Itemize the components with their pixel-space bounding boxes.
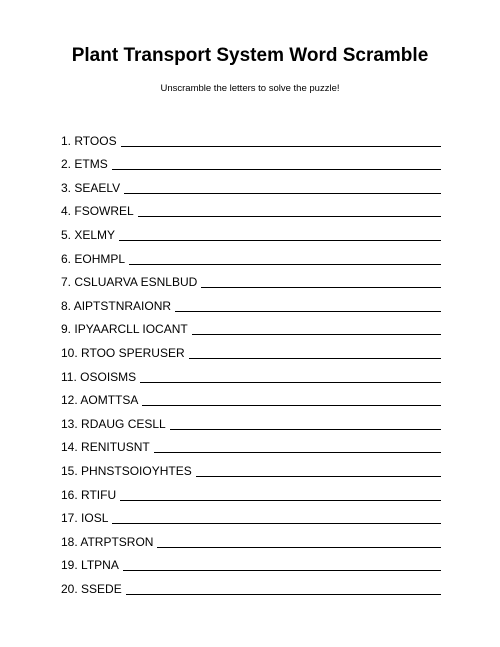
answer-line: [192, 322, 441, 335]
scrambled-word: XELMY: [74, 227, 116, 242]
answer-line: [120, 488, 441, 501]
scrambled-word: RENITUSNT: [81, 440, 150, 455]
answer-line: [175, 299, 441, 312]
scrambled-word: AOMTTSA: [80, 393, 139, 408]
answer-line: [124, 181, 441, 194]
item-number: 17.: [61, 511, 78, 526]
puzzle-item-4: [61, 195, 441, 219]
answer-line: [121, 134, 441, 147]
item-number: 16.: [61, 487, 78, 502]
puzzle-item-3: [61, 171, 441, 195]
answer-line: [126, 582, 441, 595]
puzzle-item-15: [61, 454, 441, 478]
instructions-text: Unscramble the letters to solve the puzzle!: [160, 83, 340, 94]
item-number: 10.: [61, 345, 78, 360]
scrambled-word: RDAUG CESLL: [81, 416, 166, 431]
puzzle-item-14: [61, 431, 441, 455]
answer-line: [123, 558, 441, 571]
puzzle-item-6: [61, 242, 441, 266]
scrambled-word: SEAELV: [74, 180, 121, 195]
scrambled-word: SSEDE: [81, 581, 122, 596]
item-number: 2.: [61, 157, 72, 172]
item-number: 9.: [61, 322, 72, 337]
item-number: 5.: [61, 227, 72, 242]
item-number: 13.: [61, 416, 78, 431]
puzzle-item-1: [61, 124, 441, 148]
item-number: 19.: [61, 558, 78, 573]
scrambled-word: ETMS: [74, 157, 108, 172]
puzzle-item-10: [61, 336, 441, 360]
puzzle-item-5: [61, 218, 441, 242]
item-number: 14.: [61, 440, 78, 455]
item-number: 15.: [61, 463, 78, 478]
item-number: 3.: [61, 180, 72, 195]
scrambled-word: RTOO SPERUSER: [81, 345, 185, 360]
puzzle-item-2: [61, 148, 441, 172]
puzzle-item-11: [61, 360, 441, 384]
scrambled-word: IPYAARCLL IOCANT: [74, 322, 188, 337]
answer-line: [170, 417, 441, 430]
answer-line: [154, 440, 441, 453]
item-number: 8.: [61, 298, 72, 313]
item-number: 4.: [61, 204, 72, 219]
answer-line: [112, 157, 441, 170]
scrambled-word: ATRPTSRON: [80, 534, 154, 549]
puzzle-item-12: [61, 384, 441, 408]
scrambled-word: OSOISMS: [80, 369, 137, 384]
page-title: Plant Transport System Word Scramble: [71, 45, 429, 66]
puzzle-item-13: [61, 407, 441, 431]
answer-line: [189, 346, 441, 359]
item-number: 1.: [61, 133, 72, 148]
answer-line: [119, 228, 441, 241]
item-number: 7.: [61, 275, 72, 290]
scrambled-word: PHNSTSOIOYHTES: [81, 463, 192, 478]
answer-line: [112, 511, 441, 524]
puzzle-item-17: [61, 502, 441, 526]
answer-line: [129, 252, 441, 265]
item-number: 18.: [61, 534, 78, 549]
puzzle-item-9: [61, 313, 441, 337]
scrambled-word: EOHMPL: [74, 251, 126, 266]
item-number: 12.: [61, 393, 78, 408]
answer-line: [196, 464, 441, 477]
item-number: 11.: [61, 369, 77, 384]
scrambled-word: RTIFU: [81, 487, 117, 502]
puzzle-item-7: [61, 266, 441, 290]
puzzle-item-16: [61, 478, 441, 502]
puzzle-item-18: [61, 525, 441, 549]
scrambled-word: LTPNA: [81, 558, 119, 573]
answer-line: [138, 204, 441, 217]
answer-line: [201, 275, 441, 288]
answer-line: [140, 370, 441, 383]
answer-line: [142, 393, 441, 406]
item-number: 20.: [61, 581, 78, 596]
scrambled-word: CSLUARVA ESNLBUD: [74, 275, 198, 290]
answer-line: [157, 535, 441, 548]
item-number: 6.: [61, 251, 72, 266]
scrambled-word: FSOWREL: [74, 204, 134, 219]
scrambled-word: RTOOS: [74, 133, 117, 148]
puzzle-item-8: [61, 289, 441, 313]
puzzle-list: [61, 124, 441, 596]
puzzle-item-19: [61, 549, 441, 573]
puzzle-item-20: [61, 572, 441, 596]
scrambled-word: IOSL: [81, 511, 109, 526]
scrambled-word: AIPTSTNRAIONR: [73, 298, 172, 313]
